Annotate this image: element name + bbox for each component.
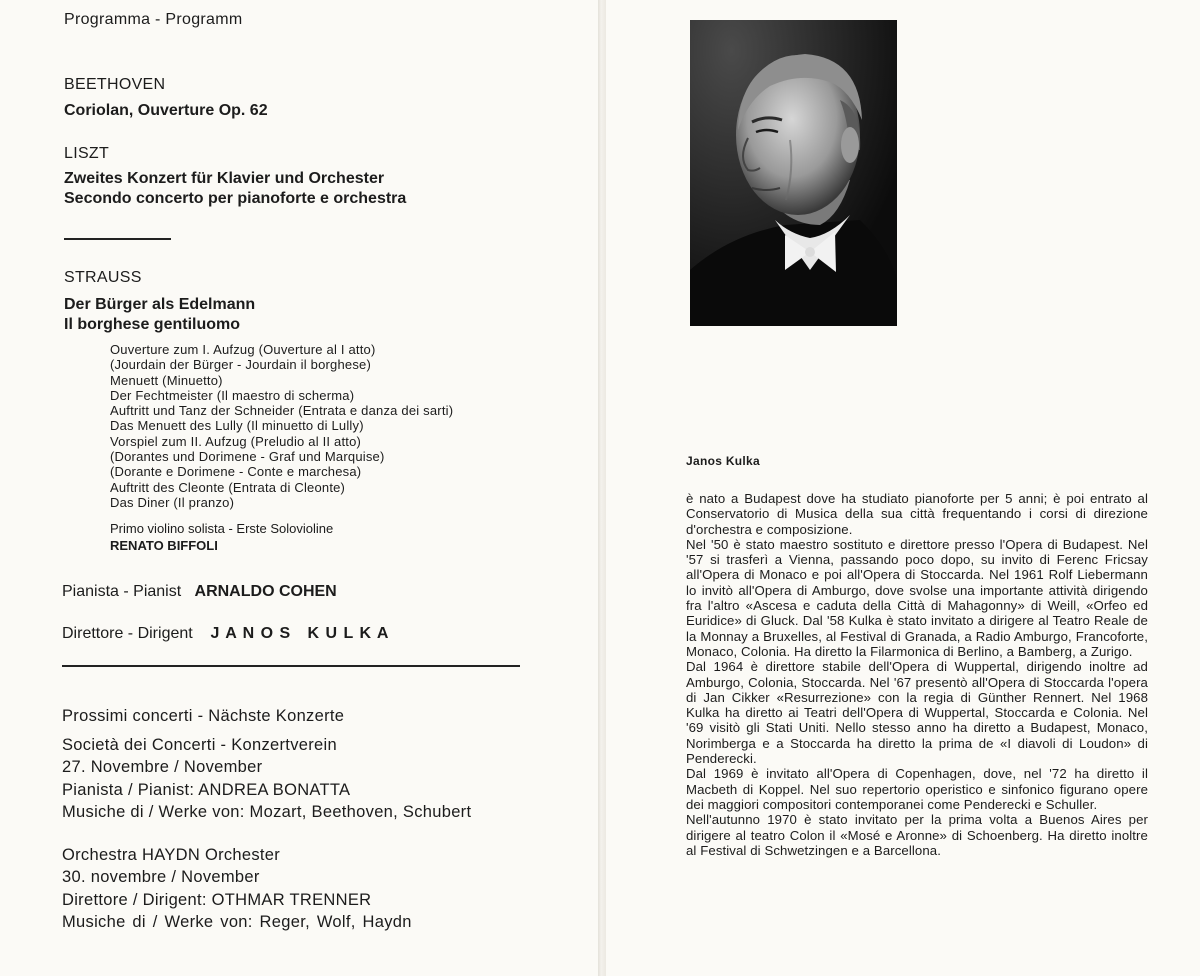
pianist-name: ARNALDO COHEN [194,583,337,600]
movement-list [110,342,453,510]
page-fold [598,0,606,976]
work-liszt-de: Zweites Konzert für Klavier und Orchester [64,170,385,187]
movement-item: (Jourdain der Bürger - Jourdain il borghese) [110,357,371,373]
pianist-label: Pianista - Pianist [62,583,182,600]
movement-item: (Dorantes und Dorimene - Graf und Marquise) [110,449,385,465]
solo-violin-name: RENATO BIFFOLI [110,538,218,553]
divider-rule [62,665,520,667]
movement-item: Vorspiel zum II. Aufzug (Preludio al II atto) [110,433,362,449]
bio-paragraph: è nato a Budapest dove ha studiato pianoforte per 5 anni; è poi entrato al Conservatorio di Musica della sua città frequentando i corsi di direzione d'orchestra e composizione. [686,491,1148,537]
movement-item: Das Menuett des Lully (Il minuetto di Lully) [110,418,364,434]
solo-violin-label: Primo violino solista - Erste Soloviolinе [110,521,334,536]
concert-line: 27. Novembre / November [62,758,263,777]
pianist-line [62,583,337,601]
concert-line: Musiche di / Werke von: Reger, Wolf, Haydn [62,912,412,931]
bio-paragraph: Nell'autunno 1970 è stato invitato per la prima volta a Buenos Aires per dirigere al teatro Colon il «Mosé e Aronne» di Schoenberg. Ha diretto inoltre al Festival di Schwetzingen e a Barcellona. [686,812,1148,858]
biography-text [686,491,1148,858]
movement-item: Auftritt und Tanz der Schneider (Entrata e danza dei sarti) [110,403,454,419]
conductor-label: Direttore - Dirigent [62,625,193,642]
bio-paragraph: Dal 1964 è direttore stabile dell'Opera di Wuppertal, dirigendo inoltre ad Amburgo, Colonia, Stoccarda. Nel '67 presentò all'Opera di Stoccarda l'opera di Jan Cikker «Resurrezione» con la regia di Günther Rennert. Nel 1968 Kulka ha diretto ai Teatri dell'Opera di Wuppertal, Stoccarda e Colonia. Nel '69 visitò gli Stati Uniti. Nello stesso anno ha diretto a Budapest, Monaco, Norimberga e a Stoccarda ha diretto la prima de «I diavoli di Loudon» di Penderecki. [686,659,1148,767]
movement-item: Menuett (Minuetto) [110,372,223,388]
movement-item: Der Fechtmeister (Il maestro di scherma) [110,387,355,403]
movement-item: Ouverture zum I. Aufzug (Ouverture al I atto) [110,342,376,357]
movement-item: Das Diner (Il pranzo) [110,494,235,510]
movement-item: Auftritt des Cleonte (Entrata di Cleonte) [110,479,346,495]
bio-paragraph: Nel '50 è stato maestro sostituto e direttore presso l'Opera di Budapest. Nel '57 si trasferì a Vienna, passando poco dopo, su invito di Ferenc Fricsay all'Opera di Monaco e poi all'Opera di Stoccarda. Nel 1961 Rolf Liebermann lo invitò all'Opera di Amburgo, dove svolse una importante attività dirigendo fra l'altro «Ascesa e caduta della Città di Mahagonny» di Weill, «Orfeo ed Euridice» di Gluck. Dal '58 Kulka è stato invitato a dirigere al Teatro Reale de la Monnay a Bruxelles, al Festival di Granada, a Radio Amburgo, Francoforte, Monaco, Colonia. Ha diretto la Filarmonica di Berlino, a Bamberg, a Zurigo. [686,536,1148,659]
concert-line: Musiche di / Werke von: Mozart, Beethoven, Schubert [62,802,472,821]
concert-line: Pianista / Pianist: ANDREA BONATTA [62,780,351,799]
concert-line: Direttore / Dirigent: OTHMAR TRENNER [62,890,372,909]
next-concerts-title: Prossimi concerti - Nächste Konzerte [62,707,345,725]
composer-liszt: LISZT [64,145,110,162]
intermission-rule [64,238,171,240]
work-coriolan: Coriolan, Ouverture Op. 62 [64,102,268,119]
bio-paragraph: Dal 1969 è invitato all'Opera di Copenhagen, dove, nel '72 ha diretto il Macbeth di Koppel. Nel suo repertorio operistico e sinfonico figurano opere dei maggiori compositori contemporanei come Penderecki e Schuller. [686,766,1148,812]
work-strauss-de: Der Bürger als Edelmann [64,296,256,313]
program-header: Programma - Programm [64,11,243,28]
work-strauss-it: Il borghese gentiluomo [64,316,241,333]
conductor-name: J A N O S K U L K A [210,625,390,642]
concert-line: Orchestra HAYDN Orchester [62,846,281,864]
movement-item: (Dorante e Dorimene - Conte e marchesa) [110,464,362,480]
composer-beethoven: BEETHOVEN [64,76,166,93]
work-liszt-it: Secondo concerto per pianoforte e orchestra [64,190,407,207]
conductor-line [62,625,389,643]
next-concert-2 [62,844,412,933]
next-concert-1 [62,734,471,823]
concert-line: Società dei Concerti - Konzertverein [62,736,337,754]
concert-line: 30. novembre / November [62,868,260,887]
bio-name: Janos Kulka [686,454,760,468]
composer-strauss: STRAUSS [64,269,142,286]
conductor-portrait-photo [690,20,897,326]
